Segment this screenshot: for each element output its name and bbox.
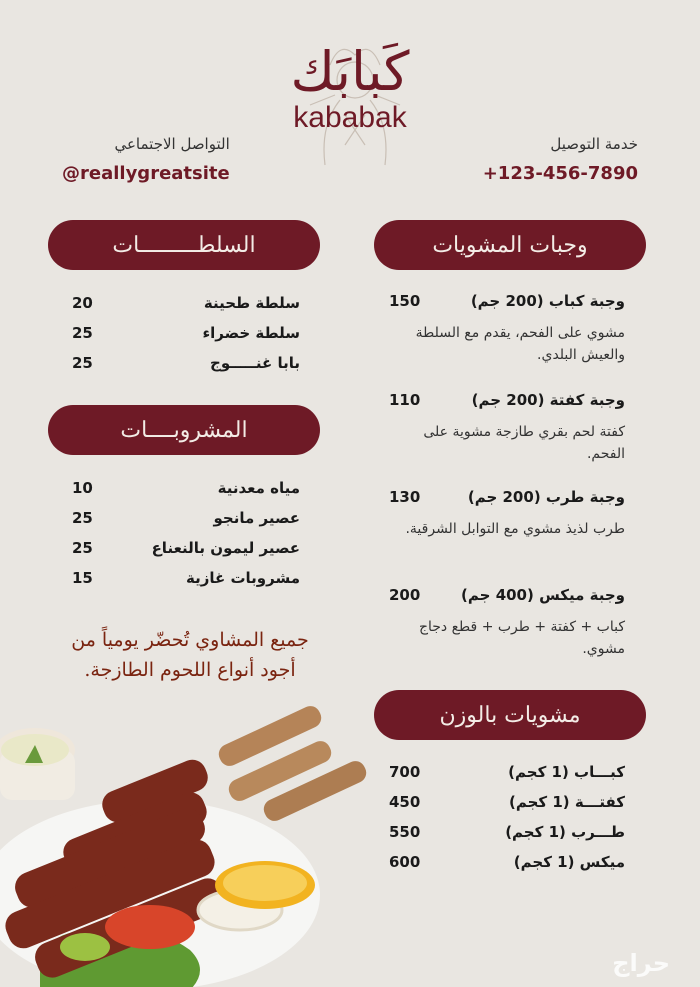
item-price: 20 xyxy=(72,294,93,312)
item-name: كفتـــة (1 كجم) xyxy=(508,793,625,811)
item-description: طرب لذيذ مشوي مع التوابل الشرقية. xyxy=(405,521,625,537)
watermark-logo: حراج xyxy=(612,949,670,977)
delivery-phone[interactable]: +123-456-7890 xyxy=(482,163,638,184)
tagline-line-2: أجود أنواع اللحوم الطازجة. xyxy=(84,659,296,681)
delivery-label: خدمة التوصيل xyxy=(550,135,638,153)
item-name: مياه معدنية xyxy=(217,479,300,497)
item-price: 25 xyxy=(72,354,93,372)
item-price: 110 xyxy=(389,391,421,409)
item-name: عصير مانجو xyxy=(213,509,300,527)
social-info xyxy=(62,135,230,184)
item-name: طـــرب (1 كجم) xyxy=(505,823,625,841)
item-price: 550 xyxy=(389,823,421,841)
menu-item xyxy=(389,391,625,409)
kebab-skewers-photo xyxy=(0,705,370,987)
menu-item xyxy=(72,509,300,527)
item-price: 200 xyxy=(389,586,421,604)
item-price: 150 xyxy=(389,292,421,310)
item-name: ميكس (1 كجم) xyxy=(513,853,625,871)
menu-item xyxy=(72,354,300,372)
brand-name-arabic: كَبابَك xyxy=(290,40,410,103)
drinks-section-title: المشروبــــات xyxy=(48,405,320,455)
item-price: 10 xyxy=(72,479,93,497)
menu-item xyxy=(72,479,300,497)
brand-logo xyxy=(250,40,450,135)
menu-item xyxy=(72,324,300,342)
item-name: وجبة ميكس (400 جم) xyxy=(461,586,625,604)
item-price: 15 xyxy=(72,569,93,587)
item-description: كباب + كفتة + طرب + قطع دجاج مشوي. xyxy=(418,619,625,657)
item-name: سلطة طحينة xyxy=(203,294,300,312)
menu-item xyxy=(389,763,625,781)
item-price: 130 xyxy=(389,488,421,506)
item-name: مشروبات غازية xyxy=(185,569,300,587)
item-name: بابا غنـــــوج xyxy=(210,354,300,372)
social-handle[interactable]: @reallygreatsite xyxy=(62,163,230,184)
tagline-line-1: جميع المشاوي تُحضّر يومياً من xyxy=(71,629,309,651)
social-label: التواصل الاجتماعي xyxy=(114,135,230,153)
item-price: 600 xyxy=(389,853,421,871)
menu-item xyxy=(389,488,625,506)
menu-item xyxy=(389,292,625,310)
item-price: 700 xyxy=(389,763,421,781)
menu-item xyxy=(72,294,300,312)
item-price: 25 xyxy=(72,509,93,527)
menu-item xyxy=(389,793,625,811)
item-name: وجبة طرب (200 جم) xyxy=(467,488,625,506)
weight-section-title: مشويات بالوزن xyxy=(374,690,646,740)
salads-section-title: السلطـــــــــات xyxy=(48,220,320,270)
brand-name-english: kababak xyxy=(293,100,407,134)
tagline xyxy=(70,625,310,685)
item-name: عصير ليمون بالنعناع xyxy=(151,539,300,557)
item-description: مشوي على الفحم، يقدم مع السلطة والعيش البلدي. xyxy=(415,325,625,363)
item-price: 25 xyxy=(72,324,93,342)
item-price: 25 xyxy=(72,539,93,557)
delivery-info xyxy=(483,135,638,184)
menu-item xyxy=(389,853,625,871)
menu-item xyxy=(389,823,625,841)
item-description: كفتة لحم بقري طازجة مشوية على الفحم. xyxy=(423,424,625,462)
item-price: 450 xyxy=(389,793,421,811)
item-name: وجبة كفتة (200 جم) xyxy=(471,391,625,409)
item-name: سلطة خضراء xyxy=(202,324,300,342)
menu-item xyxy=(72,569,300,587)
item-name: كبـــاب (1 كجم) xyxy=(508,763,625,781)
menu-item xyxy=(72,539,300,557)
item-name: وجبة كباب (200 جم) xyxy=(470,292,625,310)
grills-section-title: وجبات المشويات xyxy=(374,220,646,270)
menu-item xyxy=(389,586,625,604)
